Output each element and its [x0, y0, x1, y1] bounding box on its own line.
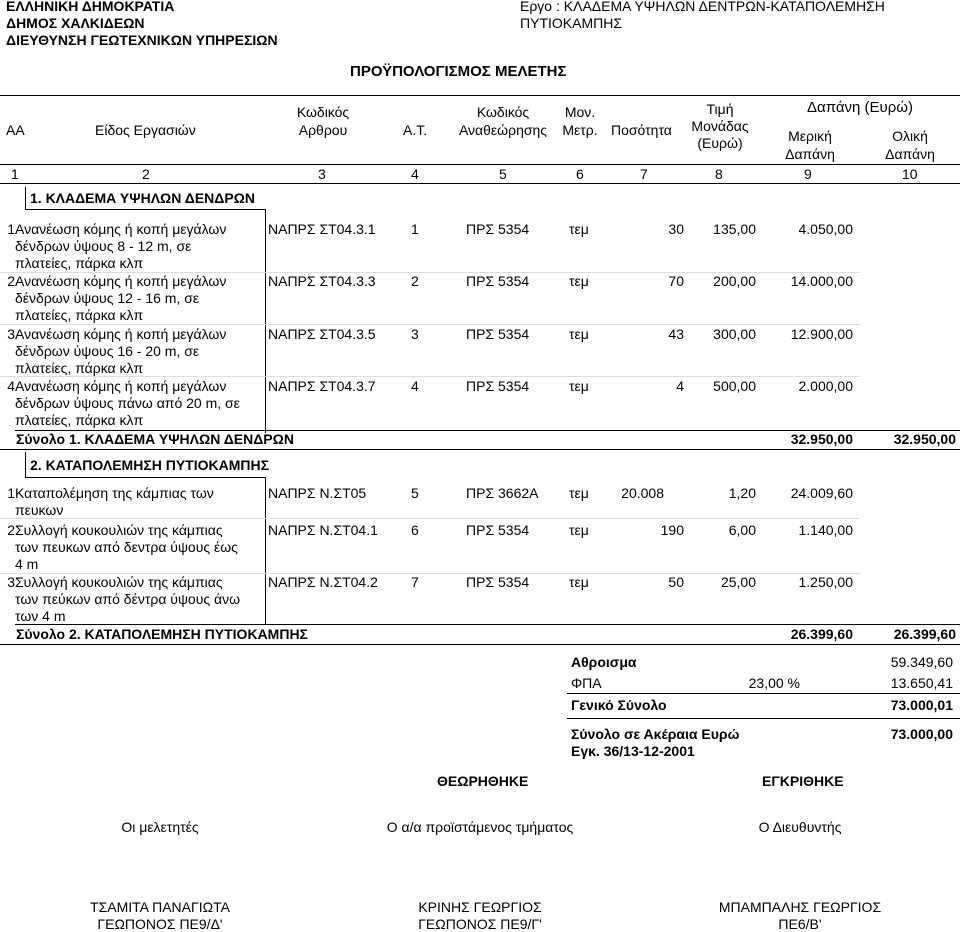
col-num-5: 5	[499, 166, 507, 182]
row-code: ΝΑΠΡΣ Ν.ΣΤ04.2	[268, 574, 378, 590]
col-code-2: Αρθρου	[298, 122, 348, 138]
row-unit: τεμ	[569, 273, 589, 289]
signer-role-1: Οι μελετητές	[121, 819, 199, 835]
row-desc: πλατείες, πάρκα κλπ	[15, 412, 144, 428]
row-at: 4	[411, 378, 419, 394]
col-rev-1: Κωδικός	[476, 104, 530, 120]
rounded-label: Σύνολο σε Ακέραια Ευρώ	[571, 726, 740, 742]
group-title-rule	[25, 477, 265, 478]
row-price: 6,00	[728, 522, 756, 538]
signer-title-3: ΠΕ6/Β'	[778, 916, 822, 932]
row-qty: 4	[676, 378, 684, 394]
col-num-10: 10	[902, 166, 918, 182]
subtotal-rule	[15, 624, 960, 625]
sum-value: 59.349,60	[890, 654, 953, 670]
row-at: 2	[411, 273, 419, 289]
totals-rule-1	[567, 693, 960, 694]
row-at: 7	[411, 574, 419, 590]
group-title-rule	[25, 209, 265, 210]
row-qty: 50	[668, 574, 684, 590]
row-at: 5	[411, 485, 419, 501]
signer-name-1: ΤΣΑΜΙΤΑ ΠΑΝΑΓΙΩΤΑ	[90, 899, 230, 915]
row-aa: 3	[7, 326, 15, 342]
row-aa: 2	[7, 522, 15, 538]
row-at: 1	[411, 221, 419, 237]
row-unit: τεμ	[569, 221, 589, 237]
row-unit: τεμ	[569, 522, 589, 538]
row-at: 6	[411, 522, 419, 538]
row-rev: ΠΡΣ 5354	[466, 273, 530, 289]
row-price: 135,00	[713, 221, 756, 237]
row-price: 300,00	[713, 326, 756, 342]
subtotal-label: Σύνολο 2. ΚΑΤΑΠΟΛΕΜΗΣΗ ΠΥΤΙΟΚΑΜΠΗΣ	[16, 626, 308, 642]
row-desc: δένδρων ύψους 12 - 16 m, σε	[15, 290, 200, 306]
approved-label: ΕΓΚΡΙΘΗΚΕ	[762, 773, 844, 789]
row-at: 3	[411, 326, 419, 342]
signer-name-3: ΜΠΑΜΠΑΛΗΣ ΓΕΩΡΓΙΟΣ	[718, 899, 882, 915]
row-partial: 1.250,00	[798, 574, 853, 590]
vat-label: ΦΠΑ	[571, 675, 602, 691]
agency-line-3: ΔΙΕΥΘΥΝΣΗ ΓΕΩΤΕΧΝΙΚΩΝ ΥΠΗΡΕΣΙΩΝ	[6, 32, 278, 48]
group-title: 2. ΚΑΤΑΠΟΛΕΜΗΣΗ ΠΥΤΙΟΚΑΜΠΗΣ	[30, 457, 270, 473]
row-qty: 43	[668, 326, 684, 342]
header-mid-rule	[0, 164, 960, 165]
row-code: ΝΑΠΡΣ ΣΤ04.3.3	[268, 273, 376, 289]
col-eidos: Είδος Εργασιών	[95, 122, 196, 138]
col-num-9: 9	[804, 166, 812, 182]
signer-title-1: ΓΕΩΠΟΝΟΣ ΠΕ9/Δ'	[97, 916, 223, 932]
vat-value: 13.650,41	[890, 675, 953, 691]
row-price: 200,00	[713, 273, 756, 289]
row-unit: τεμ	[569, 378, 589, 394]
row-code: ΝΑΠΡΣ ΣΤ04.3.1	[268, 221, 376, 237]
row-qty: 190	[660, 522, 684, 538]
col-qty: Ποσότητα	[611, 122, 672, 138]
col-num-1: 1	[11, 166, 19, 182]
header-top-rule	[0, 95, 960, 96]
row-desc: 4 m	[15, 556, 39, 572]
row-desc: Ανανέωση κόμης ή κοπή μεγάλων	[15, 221, 227, 237]
col-total-2: Δαπάνη	[885, 146, 935, 162]
row-aa: 2	[7, 273, 15, 289]
col-num-8: 8	[715, 166, 723, 182]
subtotal-partial: 26.399,60	[790, 626, 853, 642]
row-unit: τεμ	[569, 326, 589, 342]
row-partial: 24.009,60	[790, 485, 853, 501]
desc-column-rule	[265, 477, 266, 625]
row-partial: 4.050,00	[798, 221, 853, 237]
col-num-3: 3	[318, 166, 326, 182]
row-desc: Ανανέωση κόμης ή κοπή μεγάλων	[15, 378, 227, 394]
col-aa: ΑΑ	[6, 122, 25, 138]
col-code-1: Κωδικός	[296, 104, 350, 120]
row-desc: δένδρων ύψους 16 - 20 m, σε	[15, 343, 200, 359]
project-line-1: Εργο : ΚΛΑΔΕΜΑ ΥΨΗΛΩΝ ΔΕΝΤΡΩΝ-ΚΑΤΑΠΟΛΕΜΗΣΗ	[520, 0, 885, 14]
subtotal-bottom-rule	[0, 644, 960, 645]
group-title: 1. ΚΛΑΔΕΜΑ ΥΨΗΛΩΝ ΔΕΝΔΡΩΝ	[30, 190, 255, 206]
row-qty: 70	[668, 273, 684, 289]
row-desc: Ανανέωση κόμης ή κοπή μεγάλων	[15, 273, 227, 289]
col-unit-1: Μον.	[564, 104, 596, 120]
vat-rate: 23,00 %	[748, 675, 800, 691]
agency-line-2: ΔΗΜΟΣ ΧΑΛΚΙΔΕΩΝ	[6, 15, 145, 31]
signer-role-3: Ο Διευθυντής	[758, 819, 842, 835]
col-num-7: 7	[640, 166, 648, 182]
row-rev: ΠΡΣ 5354	[466, 522, 530, 538]
row-desc: πλατείες, πάρκα κλπ	[15, 307, 144, 323]
row-desc: δένδρων ύψους πάνω από 20 m, σε	[15, 395, 240, 411]
col-at: Α.Τ.	[403, 122, 428, 138]
signer-name-2: ΚΡΙΝΗΣ ΓΕΩΡΓΙΟΣ	[418, 899, 542, 915]
row-desc: πλατείες, πάρκα κλπ	[15, 255, 144, 271]
row-partial: 2.000,00	[798, 378, 853, 394]
project-line-2: ΠΥΤΙΟΚΑΜΠΗΣ	[520, 15, 622, 31]
signer-title-2: ΓΕΩΠΟΝΟΣ ΠΕ9/Γ'	[418, 916, 542, 932]
agency-line-1: ΕΛΛΗΝΙΚΗ ΔΗΜΟΚΡΑΤΙΑ	[6, 0, 175, 14]
row-unit: τεμ	[569, 485, 589, 501]
row-rev: ΠΡΣ 5354	[466, 221, 530, 237]
row-qty: 30	[668, 221, 684, 237]
row-price: 25,00	[720, 574, 756, 590]
signer-role-2: Ο α/α προϊστάμενος τμήματος	[386, 819, 574, 835]
totals-rule-2	[567, 718, 960, 719]
row-partial: 12.900,00	[790, 326, 853, 342]
subtotal-partial: 32.950,00	[790, 431, 853, 447]
row-aa: 1	[7, 221, 15, 237]
row-desc: των 4 m	[15, 608, 66, 624]
row-rev: ΠΡΣ 5354	[466, 574, 530, 590]
col-price-1: Τιμή	[706, 101, 734, 117]
col-price-2: Μονάδας	[691, 118, 749, 134]
row-desc: Ανανέωση κόμης ή κοπή μεγάλων	[15, 326, 227, 342]
row-price: 1,20	[728, 485, 756, 501]
subtotal-total: 26.399,60	[893, 626, 956, 642]
reviewed-label: ΘΕΩΡΗΘΗΚΕ	[437, 773, 529, 789]
col-partial-2: Δαπάνη	[785, 146, 835, 162]
row-aa: 1	[7, 485, 15, 501]
desc-column-rule	[265, 209, 266, 433]
row-code: ΝΑΠΡΣ Ν.ΣΤ05	[268, 485, 367, 501]
row-separator	[0, 518, 860, 519]
grand-label: Γενικό Σύνολο	[571, 697, 667, 713]
page-title: ΠΡΟΫΠΟΛΟΓΙΣΜΟΣ ΜΕΛΕΤΗΣ	[350, 63, 567, 80]
col-num-6: 6	[576, 166, 584, 182]
row-desc: δένδρων ύψους 8 - 12 m, σε	[15, 238, 192, 254]
col-unit-2: Μετρ.	[562, 122, 598, 138]
rounded-value: 73.000,00	[890, 726, 953, 742]
row-partial: 1.140,00	[798, 522, 853, 538]
row-price: 500,00	[713, 378, 756, 394]
col-price-3: (Ευρώ)	[697, 135, 743, 151]
row-code: ΝΑΠΡΣ ΣΤ04.3.5	[268, 326, 376, 342]
col-total-1: Ολική	[892, 128, 928, 144]
row-separator	[0, 324, 860, 325]
row-desc: των πεύκων από δέντρα ύψους άνω	[15, 591, 241, 607]
row-desc: πευκων	[15, 502, 64, 518]
row-desc: Καταπολέμηση της κάμπιας των	[15, 485, 214, 501]
approval-ref: Εγκ. 36/13-12-2001	[571, 743, 695, 759]
row-rev: ΠΡΣ 5354	[466, 378, 530, 394]
row-rev: ΠΡΣ 3662Α	[466, 485, 539, 501]
subtotal-label: Σύνολο 1. ΚΛΑΔΕΜΑ ΥΨΗΛΩΝ ΔΕΝΔΡΩΝ	[16, 431, 294, 447]
row-code: ΝΑΠΡΣ Ν.ΣΤ04.1	[268, 522, 378, 538]
row-separator	[0, 376, 860, 377]
grand-value: 73.000,01	[890, 697, 953, 713]
row-rev: ΠΡΣ 5354	[466, 326, 530, 342]
col-expense: Δαπάνη (Ευρώ)	[807, 99, 913, 116]
group-title-box-left	[25, 452, 26, 477]
group-title-box-left	[25, 187, 26, 209]
row-code: ΝΑΠΡΣ ΣΤ04.3.7	[268, 378, 376, 394]
row-aa: 4	[7, 378, 15, 394]
sum-label: Αθροισμα	[571, 654, 637, 670]
row-desc: Συλλογή κουκουλιών της κάμπιας	[15, 574, 223, 590]
col-num-2: 2	[142, 166, 150, 182]
row-qty: 20.008	[621, 485, 664, 501]
row-desc: των πευκων από δεντρα ύψους έως	[15, 539, 238, 555]
subtotal-total: 32.950,00	[893, 431, 956, 447]
col-num-4: 4	[411, 166, 419, 182]
row-unit: τεμ	[569, 574, 589, 590]
row-aa: 3	[7, 574, 15, 590]
subtotal-bottom-rule	[0, 449, 960, 450]
row-desc: πλατείες, πάρκα κλπ	[15, 360, 144, 376]
col-partial-1: Μερική	[788, 128, 832, 144]
col-rev-2: Αναθεώρησης	[458, 122, 548, 138]
row-desc: Συλλογή κουκουλιών της κάμπιας	[15, 522, 223, 538]
header-bottom-rule	[0, 183, 960, 184]
row-partial: 14.000,00	[790, 273, 853, 289]
